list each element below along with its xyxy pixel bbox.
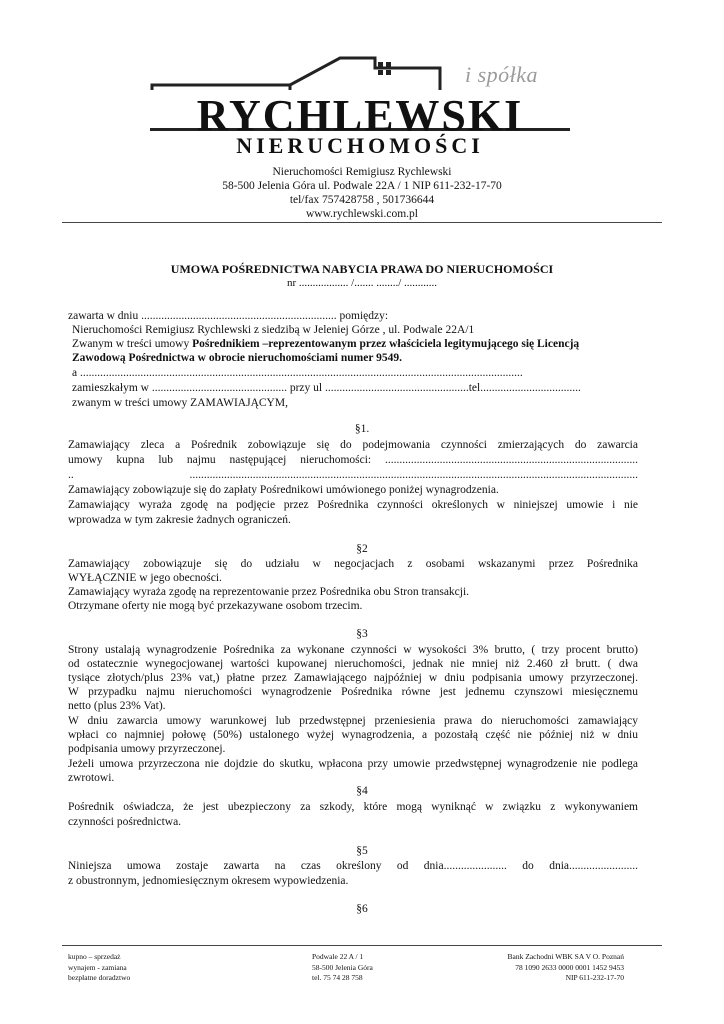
document-title: UMOWA POŚREDNICTWA NABYCIA PRAWA DO NIERUCHOMOŚCI <box>170 262 554 276</box>
intro-license-line: Zawodową Pośrednictwa w obrocie nieruchomościami numer 9549. <box>72 352 402 364</box>
intro-address-line: zamieszkałym w ............................................... przy ul ..................................................tel................................... <box>72 382 581 394</box>
s2-line-2: WYŁĄCZNIE w jego obecności. <box>68 572 222 584</box>
section-4-heading: §4 <box>356 785 368 797</box>
company-logo <box>140 40 580 160</box>
s1-line-6: wprowadza w tym zakresie żadnych ograniczeń. <box>68 514 291 526</box>
footer-address <box>312 952 373 984</box>
intro-agent-desc-plain: Zwanym w treści umowy <box>72 338 193 350</box>
footer-service-item: kupno – sprzedaż <box>68 952 121 961</box>
s5-line-2: z obustronnym, jednomiesięcznym okresem wypowiedzenia. <box>68 875 349 887</box>
document-number: nr .................. /....... ......../ ............ <box>286 277 438 289</box>
company-website: www.rychlewski.com.pl <box>306 208 418 220</box>
intro-client-line: a .......................................................................................................................................................... <box>72 367 523 379</box>
logo-subtitle: NIERUCHOMOŚCI <box>236 133 484 158</box>
footer-bank-line: NIP 611-232-17-70 <box>565 973 624 982</box>
s3-line-8: podpisania umowy przyrzeczonej. <box>68 743 226 755</box>
s3-line-10: zwrotowi. <box>68 772 115 784</box>
company-phone: tel/fax 757428758 , 501736644 <box>289 194 435 206</box>
intro-agent-desc <box>72 337 579 351</box>
s3-line-6: W dniu zawarcia umowy warunkowej lub przedwstępnej przeniesienia prawa do nieruchomości zamawiający <box>68 715 638 727</box>
s3-line-9: Jeżeli umowa przyrzeczona nie dojdzie do skutku, wpłacona przy umowie przedwstępnej wynagrodzenie nie podlega <box>68 758 638 770</box>
footer-address-line: Podwale 22 A / 1 <box>312 952 364 961</box>
footer-services <box>68 952 130 984</box>
s3-line-3: tysiące złotych/plus 23% vat,) płatne przez Zamawiającego najpóźniej w dniu podpisania umowy przyrzeczonej. <box>68 672 638 684</box>
s3-line-4: W przypadku najmu nieruchomości wynagrodzenie Pośrednika równe jest jednemu czynszowi miesięcznemu <box>68 686 638 698</box>
section-2-heading: §2 <box>356 543 368 555</box>
s1-line-5: Zamawiający wyraża zgodę na podjęcie przez Pośrednika czynności określonych w niniejszej umowie i nie <box>68 499 638 511</box>
logo-name: RYCHLEWSKI <box>196 91 524 140</box>
footer-divider <box>62 945 662 946</box>
company-address: 58-500 Jelenia Góra ul. Podwale 22A / 1 NIP 611-232-17-70 <box>222 180 502 192</box>
s3-line-5: netto (plus 23% Vat). <box>68 700 166 712</box>
s2-line-4: Otrzymane oferty nie mogą być przekazywane osobom trzecim. <box>68 600 363 612</box>
footer-address-line: 58-500 Jelenia Góra <box>312 962 373 972</box>
s4-line-1: Pośrednik oświadcza, że jest ubezpieczony za szkody, które mogą wyniknąć w związku z wykonywaniem <box>68 801 638 813</box>
s3-line-7: wpłaci co najmniej połowę (50%) ustalonego wyżej wynagrodzenia, a pozostałą część nie później niż w dniu <box>68 729 638 741</box>
s1-line-2: umowy kupna lub najmu następującej nieruchomości: ........................................................................................ <box>68 454 638 466</box>
s1-line-4: Zamawiający zobowiązuje się do zapłaty Pośrednikowi umówionego poniżej wynagrodzenia. <box>68 484 499 496</box>
section-6-heading: §6 <box>356 903 368 915</box>
section-5-heading: §5 <box>356 845 368 857</box>
footer-bank-line: 78 1090 2633 0000 0001 1452 9453 <box>515 962 624 972</box>
footer-service-item: wynajem - zamiana <box>68 962 127 972</box>
intro-agent-line: Nieruchomości Remigiusz Rychlewski z siedzibą w Jeleniej Górze , ul. Podwale 22A/1 <box>72 324 475 336</box>
s3-line-1: Strony ustalają wynagrodzenie Pośrednika za wykonane czynności w wysokości 3% brutto, ( trzy procent brutto) <box>68 644 638 656</box>
s1-line-3: .. ............................................................................................................................................................ <box>68 469 638 481</box>
s1-line-1: Zamawiający zleca a Pośrednik zobowiązuje się do podejmowania czynności zmierzających do zawarcia <box>68 439 638 451</box>
company-info <box>62 165 662 221</box>
footer-address-line: tel. 75 74 28 758 <box>312 973 363 982</box>
footer-bank <box>484 952 624 984</box>
s5-line-1: Niniejsza umowa zostaje zawarta na czas określony od dnia...................... do dnia........................ <box>68 860 638 872</box>
section-1-heading: §1. <box>354 423 370 435</box>
s2-line-1: Zamawiający zobowiązuje się do udziału w negocjacjach z osobami wskazanymi przez Pośrednika <box>68 558 638 570</box>
intro-date-line: zawarta w dniu .................................................................... pomiędzy: <box>68 310 389 322</box>
logo-spolka-text: i spółka <box>465 62 539 87</box>
s3-line-2: od ostatecznie wynegocjowanej wartości kupowanej nieruchomości, jednak nie mniej niż 2.460 zł brutt. ( dwa <box>68 658 638 670</box>
intro-client-role: zwanym w treści umowy ZAMAWIAJĄCYM, <box>72 397 288 409</box>
intro-agent-desc-bold: Pośrednikiem –reprezentowanym przez właściciela legitymującego się Licencją <box>192 338 580 350</box>
footer-service-item: bezpłatne doradztwo <box>68 973 131 982</box>
header-divider <box>62 222 662 223</box>
footer-bank-line: Bank Zachodni WBK SA V O. Poznań <box>507 952 624 961</box>
section-3-heading: §3 <box>356 628 368 640</box>
company-name: Nieruchomości Remigiusz Rychlewski <box>272 166 452 178</box>
s4-line-2: czynności pośrednictwa. <box>68 816 182 828</box>
s2-line-3: Zamawiający wyraża zgodę na reprezentowanie przez Pośrednika obu Stron transakcji. <box>68 586 470 598</box>
